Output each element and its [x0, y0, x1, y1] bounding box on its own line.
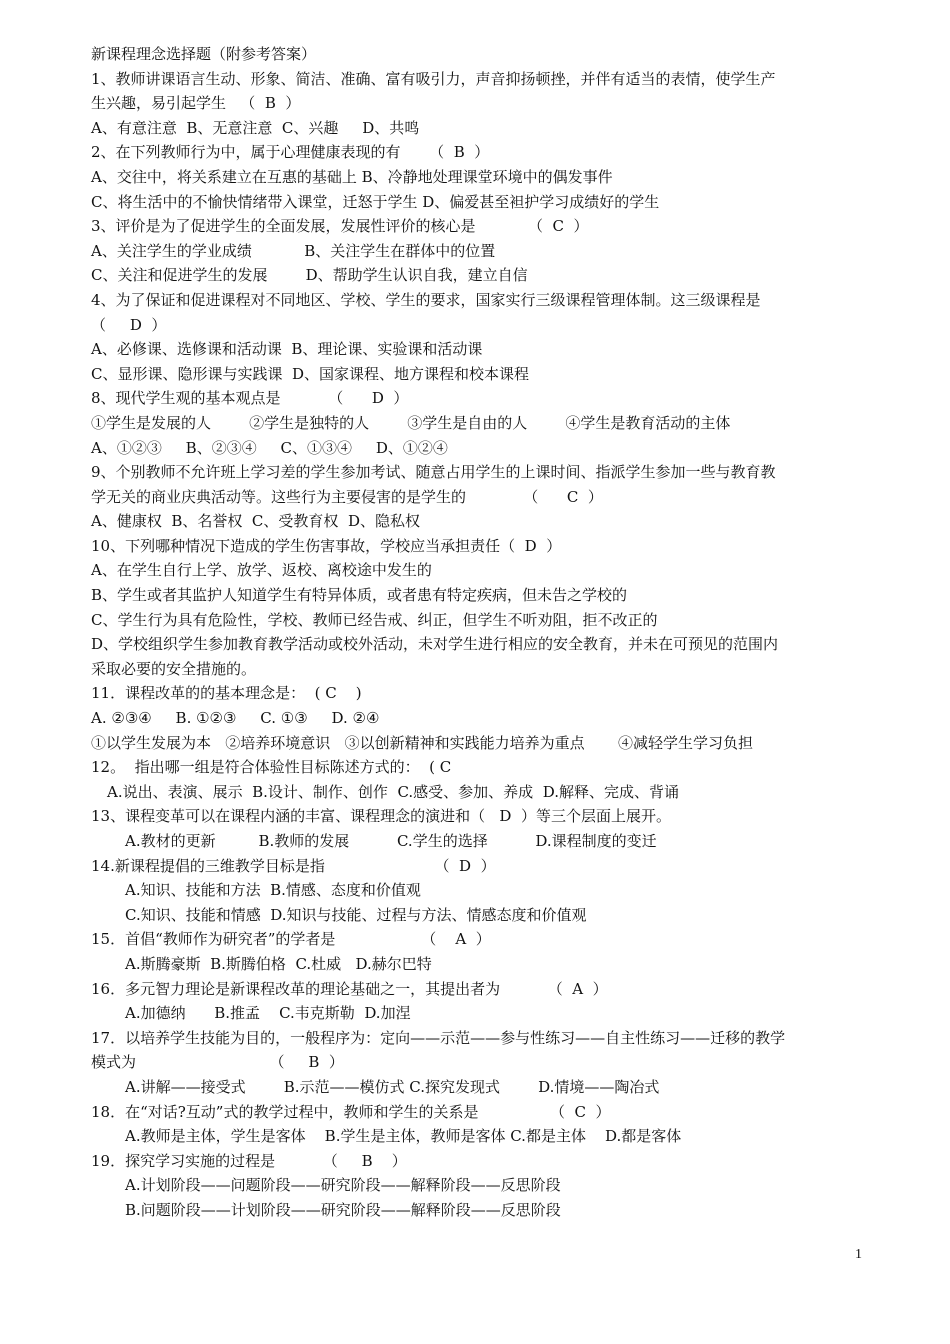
- question-text: （ D ）: [91, 315, 167, 334]
- question-text: 10、下列哪种情况下造成的学生伤害事故，学校应当承担责任（ D ）: [91, 536, 562, 555]
- answer-options: A.说出、表演、展示 B.设计、制作、创作 C.感受、参加、养成 D.解释、完成、背诵: [107, 782, 679, 801]
- answer-options: A. ②③④ B. ①②③ C. ①③ D. ②④: [91, 709, 380, 728]
- question-text: 12。 指出哪一组是符合体验性目标陈述方式的： ( C: [91, 758, 452, 777]
- question-text: 17．以培养学生技能为目的，一般程序为：定向——示范——参与性练习——自主性练习——迁移的教学: [91, 1028, 786, 1047]
- question-text: 13、课程变革可以在课程内涵的丰富、课程理念的演进和（ D ）等三个层面上展开。: [91, 807, 671, 826]
- answer-options: A.计划阶段——问题阶段——研究阶段——解释阶段——反思阶段: [125, 1176, 561, 1195]
- question-text: 4、为了保证和促进课程对不同地区、学校、学生的要求，国家实行三级课程管理体制。这三级课程是: [91, 290, 761, 309]
- page-number: 1: [855, 1247, 862, 1262]
- answer-options: A、①②③ B、②③④ C、①③④ D、①②④: [91, 438, 448, 457]
- question-text: 14.新课程提倡的三维教学目标是指 （ D ）: [91, 856, 496, 875]
- answer-options: B、学生或者其监护人知道学生有特异体质，或者患有特定疾病，但未告之学校的: [91, 586, 628, 605]
- answer-options: A.加德纳 B.推孟 C.韦克斯勒 D.加涅: [125, 1004, 411, 1023]
- answer-options: A.知识、技能和方法 B.情感、态度和价值观: [125, 881, 421, 900]
- answer-options: A、交往中，将关系建立在互惠的基础上 B、冷静地处理课堂环境中的偶发事件: [91, 167, 613, 186]
- statement-list: ①学生是发展的人 ②学生是独特的人 ③学生是自由的人 ④学生是教育活动的主体: [91, 413, 731, 432]
- answer-options: A.讲解——接受式 B.示范——模仿式 C.探究发现式 D.情境——陶冶式: [125, 1077, 660, 1096]
- answer-options: C.知识、技能和情感 D.知识与技能、过程与方法、情感态度和价值观: [125, 905, 587, 924]
- answer-options: D、学校组织学生参加教育教学活动或校外活动，未对学生进行相应的安全教育，并未在可预见的范围内: [91, 635, 779, 654]
- question-text: 生兴趣，易引起学生 （ B ）: [91, 94, 301, 113]
- question-text: 1、教师讲课语言生动、形象、简洁、准确、富有吸引力，声音抑扬顿挫，并伴有适当的表情，使学生产: [91, 69, 776, 88]
- answer-options: A、有意注意 B、无意注意 C、兴趣 D、共鸣: [91, 118, 420, 137]
- document-body: [91, 42, 871, 1223]
- answer-options: A、必修课、选修课和活动课 B、理论课、实验课和活动课: [91, 340, 483, 359]
- question-text: 15．首倡“教师作为研究者”的学者是 （ A ）: [91, 930, 491, 949]
- answer-options: C、学生行为具有危险性，学校、教师已经告戒、纠正，但学生不听劝阻，拒不改正的: [91, 610, 658, 629]
- question-text: 学无关的商业庆典活动等。这些行为主要侵害的是学生的 （ C ）: [91, 487, 603, 506]
- answer-options: A、关注学生的学业成绩 B、关注学生在群体中的位置: [91, 241, 496, 260]
- answer-options: A.教材的更新 B.教师的发展 C.学生的选择 D.课程制度的变迁: [125, 832, 657, 850]
- question-text: 18．在“对话?互动”式的教学过程中，教师和学生的关系是 （ C ）: [91, 1102, 611, 1121]
- question-text: 16．多元智力理论是新课程改革的理论基础之一，其提出者为 （ A ）: [91, 979, 608, 998]
- answer-options: C、显形课、隐形课与实践课 D、国家课程、地方课程和校本课程: [91, 364, 530, 383]
- answer-options: 采取必要的安全措施的。: [91, 659, 257, 678]
- question-text: 19．探究学习实施的过程是 （ B ）: [91, 1151, 407, 1170]
- answer-options: C、将生活中的不愉快情绪带入课堂，迁怒于学生 D、偏爱甚至袒护学习成绩好的学生: [91, 192, 660, 211]
- question-text: 11．课程改革的的基本理念是： ( C ): [91, 684, 362, 703]
- answer-options: A、在学生自行上学、放学、返校、离校途中发生的: [91, 561, 432, 580]
- question-text: 模式为 （ B ）: [91, 1053, 344, 1072]
- question-text: 9、个别教师不允许班上学习差的学生参加考试、随意占用学生的上课时间、指派学生参加一些与教育教: [91, 463, 776, 482]
- answer-options: A、健康权 B、名誉权 C、受教育权 D、隐私权: [91, 512, 420, 531]
- question-text: 2、在下列教师行为中，属于心理健康表现的有 （ B ）: [91, 143, 490, 162]
- answer-options: A.斯腾豪斯 B.斯腾伯格 C.杜威 D.赫尔巴特: [125, 954, 432, 973]
- question-text: 8、现代学生观的基本观点是 （ D ）: [91, 389, 409, 408]
- answer-options: A.教师是主体，学生是客体 B.学生是主体，教师是客体 C.都是主体 D.都是客体: [125, 1127, 682, 1146]
- answer-options: B.问题阶段——计划阶段——研究阶段——解释阶段——反思阶段: [125, 1200, 561, 1219]
- document-title: 新课程理念选择题（附参考答案）: [91, 45, 317, 63]
- statement-list: ①以学生发展为本 ②培养环境意识 ③以创新精神和实践能力培养为重点 ④减轻学生学习负担: [91, 733, 753, 752]
- answer-options: C、关注和促进学生的发展 D、帮助学生认识自我，建立自信: [91, 266, 528, 285]
- question-text: 3、评价是为了促进学生的全面发展，发展性评价的核心是 （ C ）: [91, 217, 589, 236]
